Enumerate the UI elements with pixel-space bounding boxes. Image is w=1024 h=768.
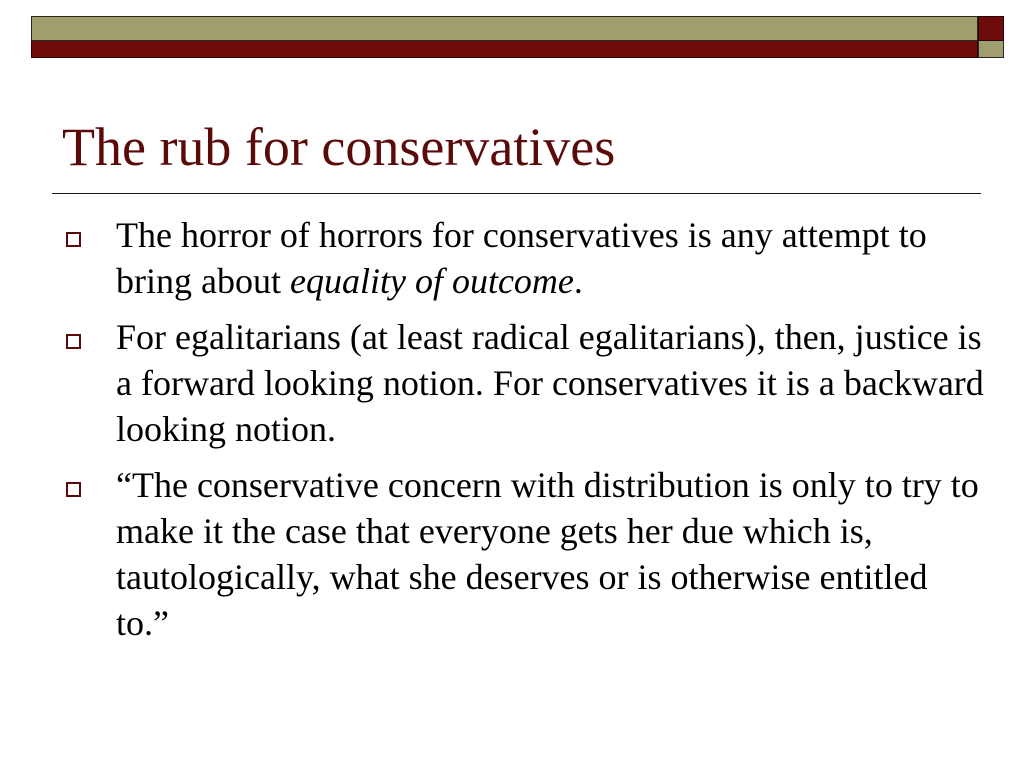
bullet-text-emphasis: equality of outcome <box>289 261 574 301</box>
bullet-item <box>0 462 1024 646</box>
title-divider <box>52 193 981 194</box>
slide-title: The rub for conservatives <box>62 117 616 177</box>
bullet-text <box>116 215 927 301</box>
bullet-text <box>116 465 979 643</box>
bullet-text-part: “The conservative concern with distribution is only to try to make it the case that everyone gets her due which is, tautologically, what she deserves or is otherwise entitled to.” <box>116 465 979 643</box>
bullet-text-part: . <box>573 261 583 301</box>
hollow-square-bullet-icon <box>66 482 81 497</box>
corner-block-olive <box>978 41 1004 58</box>
corner-block-maroon <box>978 16 1004 41</box>
bullet-list <box>0 212 1024 656</box>
bullet-text-part: The horror of horrors for conservatives is any attempt to bring about <box>116 215 927 301</box>
hollow-square-bullet-icon <box>66 334 81 349</box>
bullet-text <box>116 317 984 449</box>
hollow-square-bullet-icon <box>66 232 81 247</box>
bullet-item <box>0 314 1024 452</box>
bullet-text-part: For egalitarians (at least radical egalitarians), then, justice is a forward looking notion. For conservatives it is a backward looking notion. <box>116 317 984 449</box>
header-band-olive <box>31 16 978 41</box>
header-band-maroon <box>31 41 978 58</box>
bullet-item <box>0 212 1024 304</box>
